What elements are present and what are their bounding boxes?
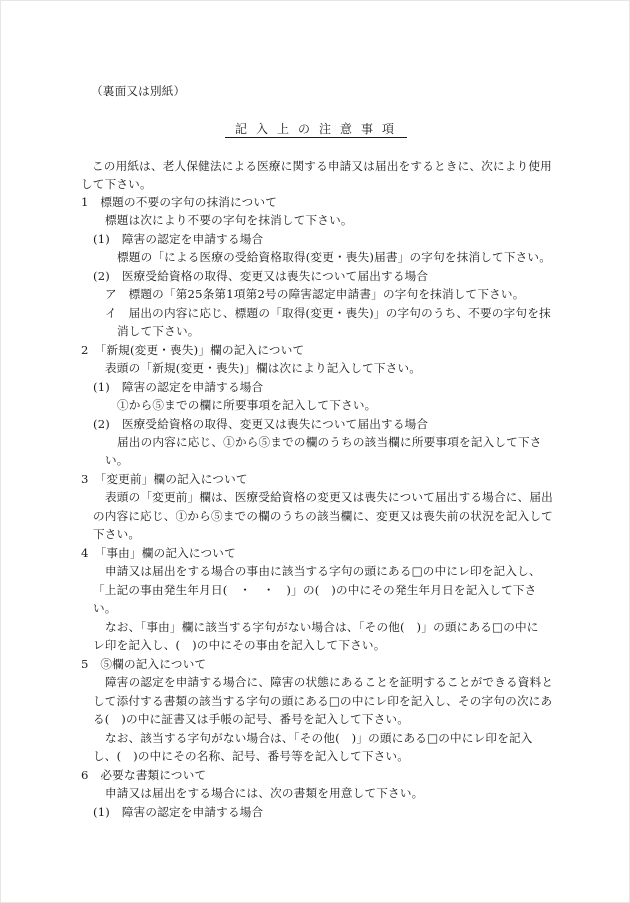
paragraph-line: なお、該当する字句がない場合は、「その他( )」の頭にある□の中にレ印を記入 [105, 731, 533, 745]
paragraph-line: 障害の認定を申請する場合に、障害の状態にあることを証明することができる資料と [105, 675, 554, 689]
paragraph-line: 標題は次により不要の字句を抹消して下さい。 [105, 213, 353, 227]
subsection-heading: (2) 医療受給資格の取得、変更又は喪失について届出する場合 [93, 417, 429, 431]
paragraph-line: 消して下さい。 [117, 324, 200, 338]
paragraph-line: 申請又は届出をする場合の事由に該当する字句の頭にある□の中にレ印を記入し、 [105, 564, 541, 578]
paragraph-line: 下さい。 [93, 527, 141, 541]
subsection-heading: (1) 障害の認定を申請する場合 [93, 232, 264, 246]
paragraph-line: い。 [93, 601, 117, 615]
section-heading: 4 「事由」欄の記入について [81, 546, 236, 560]
paragraph-line: 標題の「による医療の受給資格取得(変更・喪失)届書」の字句を抹消して下さい。 [117, 250, 552, 264]
list-item: ア 標題の「第25条第1項第2号の障害認定申請書」の字句を抹消して下さい。 [105, 287, 525, 301]
paragraph-line: ①から⑤までの欄に所要事項を記入して下さい。 [117, 398, 377, 412]
section-heading: 2 「新規(変更・喪失)」欄の記入について [81, 343, 305, 357]
document-title [1, 120, 630, 137]
paragraph-line: 届出の内容に応じ、①から⑤までの欄のうちの該当欄に所要事項を記入して下さ [117, 435, 542, 449]
paragraph-line: この用紙は、老人保健法による医療に関する申請又は届出をするときに、次により使用 [92, 159, 552, 173]
list-item: イ 届出の内容に応じ、標題の「取得(変更・喪失)」の字句のうち、不要の字句を抹 [105, 306, 551, 320]
paragraph-line: レ印を記入し、( )の中にその事由を記入して下さい。 [93, 638, 386, 652]
subsection-heading: (1) 障害の認定を申請する場合 [93, 380, 264, 394]
paragraph-line: い。 [105, 453, 129, 467]
document-title-text: 記入上の注意事項 [225, 122, 407, 138]
paragraph-line: し、( )の中にその名称、記号、番号等を記入して下さい。 [93, 749, 410, 763]
note-text: （裏面又は別紙） [91, 84, 186, 98]
section-heading: 5 ⑤欄の記入について [81, 657, 207, 671]
paragraph-line: 「上記の事由発生年月日( ・ ・ )」の( )の中にその発生年月日を記入して下さ [93, 583, 537, 597]
paragraph-line: 申請又は届出をする場合には、次の書類を用意して下さい。 [105, 786, 424, 800]
paragraph-line: して下さい。 [81, 177, 152, 191]
section-heading: 3 「変更前」欄の記入について [81, 472, 248, 486]
section-heading: 6 必要な書類について [81, 768, 207, 782]
section-heading: 1 標題の不要の字句の抹消について [81, 195, 278, 209]
paragraph-line: して添付する書類の該当する字句の頭にある□の中にレ印を記入し、その字句の次にあ [93, 694, 553, 708]
paragraph-line: 表頭の「新規(変更・喪失)」欄は次により記入して下さい。 [105, 361, 422, 375]
paragraph-line: 表頭の「変更前」欄は、医療受給資格の変更又は喪失について届出する場合に、届出 [105, 490, 553, 504]
subsection-heading: (1) 障害の認定を申請する場合 [93, 805, 264, 819]
paragraph-line: なお、「事由」欄に該当する字句がない場合は、「その他( )」の頭にある□の中に [105, 620, 539, 634]
subsection-heading: (2) 医療受給資格の取得、変更又は喪失について届出する場合 [93, 269, 429, 283]
paragraph-line: の内容に応じ、①から⑤までの欄のうちの該当欄に、変更又は喪失前の状況を記入して [93, 509, 553, 523]
paragraph-line: る( )の中に証書又は手帳の記号、番号を記入して下さい。 [93, 712, 410, 726]
